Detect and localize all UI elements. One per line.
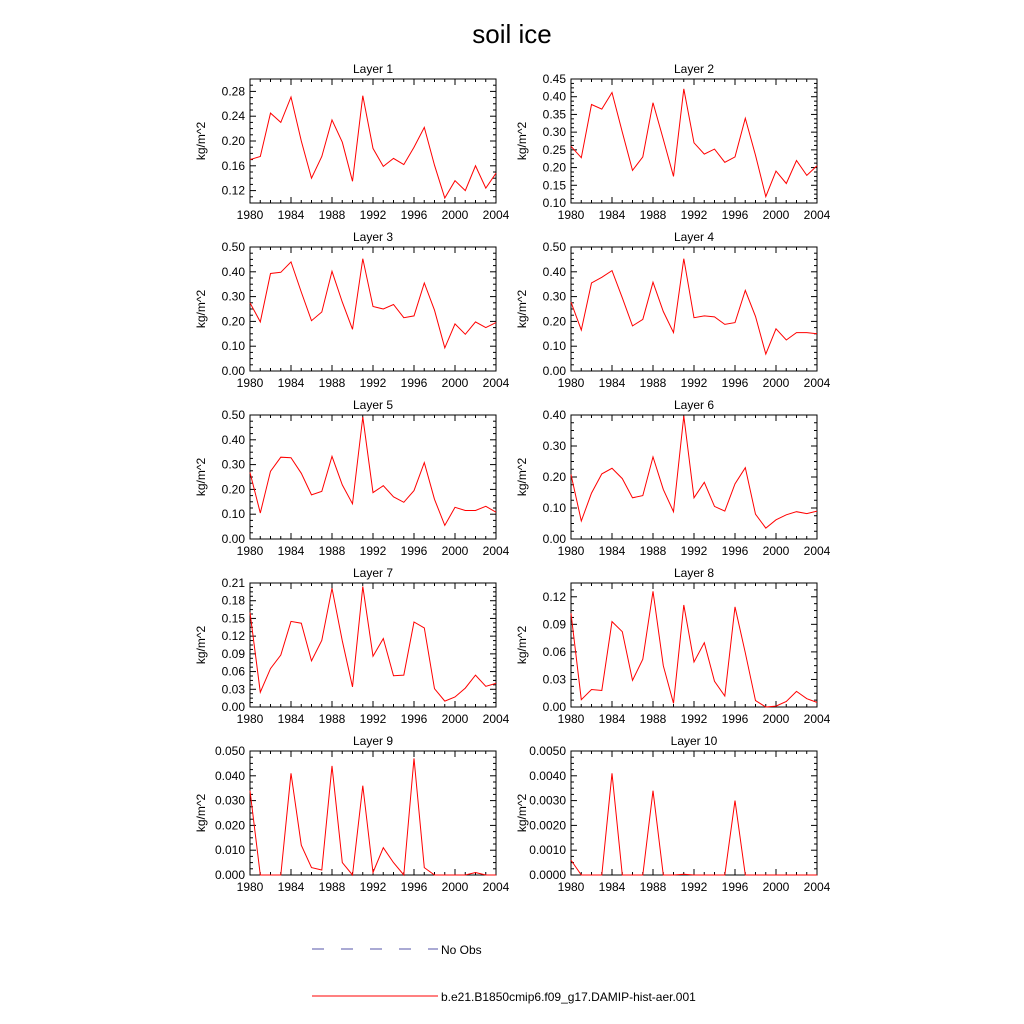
x-tick-label: 1984 xyxy=(598,880,626,894)
y-tick-label: 0.06 xyxy=(221,664,245,679)
x-tick-label: 1992 xyxy=(680,544,708,558)
x-tick-label: 2004 xyxy=(482,880,510,894)
y-tick-label: 0.00 xyxy=(221,364,245,378)
x-tick-label: 1984 xyxy=(598,712,626,726)
y-tick-label: 0.06 xyxy=(542,644,566,659)
y-axis-label: kg/m^2 xyxy=(515,289,529,329)
x-tick-label: 2000 xyxy=(441,544,469,558)
panel-title: Layer 3 xyxy=(352,230,394,244)
series-line xyxy=(571,416,817,528)
x-tick-label: 1996 xyxy=(721,712,749,726)
y-tick-label: 0.30 xyxy=(221,289,245,304)
x-tick-label: 1992 xyxy=(680,880,708,894)
y-tick-label: 0.00 xyxy=(542,700,566,714)
panel-title: Layer 1 xyxy=(352,62,394,76)
y-axis-label: kg/m^2 xyxy=(194,289,208,329)
x-tick-label: 2000 xyxy=(441,712,469,726)
x-tick-label: 1984 xyxy=(277,712,305,726)
plot-frame xyxy=(571,415,817,539)
x-tick-label: 1988 xyxy=(639,376,667,390)
y-tick-label: 0.00 xyxy=(542,532,566,546)
panel-title: Layer 6 xyxy=(673,398,715,412)
y-tick-label: 0.000 xyxy=(214,868,245,882)
y-tick-label: 0.45 xyxy=(542,72,566,86)
x-tick-label: 1984 xyxy=(598,208,626,222)
chart-panel xyxy=(515,230,831,390)
y-tick-label: 0.12 xyxy=(221,183,245,198)
y-tick-label: 0.20 xyxy=(221,482,245,497)
chart-panel xyxy=(515,398,831,558)
series-line xyxy=(571,591,817,707)
y-tick-label: 0.15 xyxy=(542,178,566,193)
series-line xyxy=(571,259,817,354)
x-tick-label: 2004 xyxy=(803,208,831,222)
x-tick-label: 1988 xyxy=(639,880,667,894)
x-tick-label: 1988 xyxy=(318,208,346,222)
x-tick-label: 2004 xyxy=(803,880,831,894)
x-tick-label: 1980 xyxy=(557,208,585,222)
y-axis-label: kg/m^2 xyxy=(515,625,529,665)
x-tick-label: 1988 xyxy=(318,712,346,726)
plot-frame xyxy=(250,583,496,707)
x-tick-label: 1996 xyxy=(400,376,428,390)
y-tick-label: 0.050 xyxy=(214,744,245,758)
y-tick-label: 0.20 xyxy=(221,314,245,329)
panel-title: Layer 9 xyxy=(352,734,394,748)
series-line xyxy=(250,259,496,348)
plot-frame xyxy=(571,583,817,707)
x-tick-label: 2004 xyxy=(803,544,831,558)
y-tick-label: 0.09 xyxy=(221,646,245,661)
x-tick-label: 1980 xyxy=(236,880,264,894)
x-tick-label: 1996 xyxy=(400,208,428,222)
legend-obs-label: No Obs xyxy=(441,943,482,957)
x-tick-label: 2000 xyxy=(762,208,790,222)
x-tick-label: 1980 xyxy=(236,712,264,726)
x-tick-label: 1984 xyxy=(598,376,626,390)
x-tick-label: 1984 xyxy=(277,880,305,894)
x-tick-label: 1992 xyxy=(680,376,708,390)
x-tick-label: 1996 xyxy=(400,544,428,558)
y-tick-label: 0.20 xyxy=(542,160,566,175)
y-tick-label: 0.03 xyxy=(542,672,566,687)
x-tick-label: 2004 xyxy=(803,376,831,390)
chart-panel xyxy=(515,566,831,726)
x-tick-label: 1992 xyxy=(359,880,387,894)
chart-panel xyxy=(194,398,510,558)
x-tick-label: 2000 xyxy=(762,880,790,894)
x-tick-label: 1992 xyxy=(359,712,387,726)
y-tick-label: 0.00 xyxy=(221,532,245,546)
x-tick-label: 2000 xyxy=(441,880,469,894)
x-tick-label: 1992 xyxy=(680,208,708,222)
y-tick-label: 0.16 xyxy=(221,158,245,173)
x-tick-label: 1984 xyxy=(598,544,626,558)
y-axis-label: kg/m^2 xyxy=(515,793,529,833)
y-tick-label: 0.00 xyxy=(221,700,245,714)
x-tick-label: 1996 xyxy=(400,712,428,726)
x-tick-label: 2004 xyxy=(482,712,510,726)
chart-panel xyxy=(194,230,510,390)
series-line xyxy=(250,758,496,875)
plot-frame xyxy=(250,415,496,539)
series-line xyxy=(571,773,817,875)
y-axis-label: kg/m^2 xyxy=(515,121,529,161)
x-tick-label: 2000 xyxy=(762,376,790,390)
chart-panel xyxy=(194,734,510,894)
y-tick-label: 0.03 xyxy=(221,682,245,697)
plot-frame xyxy=(571,247,817,371)
legend xyxy=(312,943,696,1004)
y-tick-label: 0.0030 xyxy=(529,793,566,808)
y-tick-label: 0.10 xyxy=(542,196,566,210)
panel-title: Layer 7 xyxy=(352,566,394,580)
x-tick-label: 1992 xyxy=(359,376,387,390)
figure-title: soil ice xyxy=(472,19,552,49)
x-tick-label: 1988 xyxy=(318,376,346,390)
x-tick-label: 1988 xyxy=(318,544,346,558)
series-line xyxy=(250,417,496,525)
panel-title: Layer 5 xyxy=(352,398,394,412)
y-tick-label: 0.10 xyxy=(221,339,245,354)
x-tick-label: 1992 xyxy=(680,712,708,726)
y-tick-label: 0.40 xyxy=(542,264,566,279)
y-tick-label: 0.40 xyxy=(221,264,245,279)
series-line xyxy=(250,587,496,702)
y-tick-label: 0.35 xyxy=(542,107,566,122)
y-tick-label: 0.40 xyxy=(542,408,566,422)
y-tick-label: 0.020 xyxy=(214,818,245,833)
y-tick-label: 0.40 xyxy=(542,89,566,104)
x-tick-label: 1984 xyxy=(277,376,305,390)
panel-title: Layer 8 xyxy=(673,566,715,580)
x-tick-label: 1996 xyxy=(721,544,749,558)
x-tick-label: 1980 xyxy=(236,208,264,222)
chart-panel xyxy=(515,62,831,222)
y-axis-label: kg/m^2 xyxy=(194,625,208,665)
y-tick-label: 0.24 xyxy=(221,109,245,124)
x-tick-label: 1988 xyxy=(639,208,667,222)
x-tick-label: 1996 xyxy=(400,880,428,894)
y-tick-label: 0.0020 xyxy=(529,818,566,833)
x-tick-label: 1980 xyxy=(557,712,585,726)
y-tick-label: 0.15 xyxy=(221,611,245,626)
chart-panel xyxy=(515,734,831,894)
y-tick-label: 0.010 xyxy=(214,843,245,858)
y-tick-label: 0.21 xyxy=(221,576,245,590)
x-tick-label: 1996 xyxy=(721,208,749,222)
y-axis-label: kg/m^2 xyxy=(515,457,529,497)
y-tick-label: 0.20 xyxy=(542,314,566,329)
y-tick-label: 0.040 xyxy=(214,768,245,783)
x-tick-label: 1988 xyxy=(318,880,346,894)
panel-title: Layer 2 xyxy=(673,62,715,76)
panel-title: Layer 10 xyxy=(670,734,718,748)
y-tick-label: 0.00 xyxy=(542,364,566,378)
y-tick-label: 0.0000 xyxy=(529,868,566,882)
chart-panel xyxy=(194,566,510,726)
y-tick-label: 0.09 xyxy=(542,617,566,632)
x-tick-label: 1980 xyxy=(557,376,585,390)
y-tick-label: 0.30 xyxy=(542,289,566,304)
x-tick-label: 2004 xyxy=(482,544,510,558)
x-tick-label: 2004 xyxy=(803,712,831,726)
y-tick-label: 0.12 xyxy=(221,629,245,644)
x-tick-label: 2000 xyxy=(441,376,469,390)
y-tick-label: 0.30 xyxy=(542,439,566,453)
x-tick-label: 2000 xyxy=(441,208,469,222)
y-tick-label: 0.0040 xyxy=(529,768,566,783)
x-tick-label: 2004 xyxy=(482,208,510,222)
y-tick-label: 0.0050 xyxy=(529,744,566,758)
y-tick-label: 0.40 xyxy=(221,432,245,447)
panel-title: Layer 4 xyxy=(673,230,715,244)
y-tick-label: 0.28 xyxy=(221,84,245,99)
y-tick-label: 0.20 xyxy=(542,470,566,484)
y-tick-label: 0.10 xyxy=(221,507,245,522)
x-tick-label: 1984 xyxy=(277,208,305,222)
y-axis-label: kg/m^2 xyxy=(194,457,208,497)
y-tick-label: 0.50 xyxy=(542,240,566,254)
y-axis-label: kg/m^2 xyxy=(194,121,208,161)
x-tick-label: 1992 xyxy=(359,208,387,222)
y-tick-label: 0.10 xyxy=(542,501,566,515)
y-tick-label: 0.50 xyxy=(221,408,245,422)
x-tick-label: 1980 xyxy=(236,544,264,558)
legend-model-label: b.e21.B1850cmip6.f09_g17.DAMIP-hist-aer.001 xyxy=(441,990,696,1004)
y-tick-label: 0.030 xyxy=(214,793,245,808)
x-tick-label: 2004 xyxy=(482,376,510,390)
x-tick-label: 1984 xyxy=(277,544,305,558)
chart-panel xyxy=(194,62,510,222)
series-line xyxy=(250,96,496,198)
x-tick-label: 1980 xyxy=(557,880,585,894)
x-tick-label: 2000 xyxy=(762,712,790,726)
panels xyxy=(194,62,831,894)
x-tick-label: 1988 xyxy=(639,712,667,726)
y-tick-label: 0.50 xyxy=(221,240,245,254)
x-tick-label: 1980 xyxy=(557,544,585,558)
y-tick-label: 0.20 xyxy=(221,134,245,148)
y-tick-label: 0.25 xyxy=(542,142,566,157)
x-tick-label: 1992 xyxy=(359,544,387,558)
x-tick-label: 1988 xyxy=(639,544,667,558)
y-tick-label: 0.10 xyxy=(542,339,566,354)
y-tick-label: 0.30 xyxy=(221,457,245,472)
y-tick-label: 0.0010 xyxy=(529,843,566,858)
y-axis-label: kg/m^2 xyxy=(194,793,208,833)
y-tick-label: 0.18 xyxy=(221,593,245,608)
y-tick-label: 0.30 xyxy=(542,125,566,140)
x-tick-label: 1996 xyxy=(721,376,749,390)
x-tick-label: 2000 xyxy=(762,544,790,558)
x-tick-label: 1980 xyxy=(236,376,264,390)
y-tick-label: 0.12 xyxy=(542,589,566,604)
x-tick-label: 1996 xyxy=(721,880,749,894)
